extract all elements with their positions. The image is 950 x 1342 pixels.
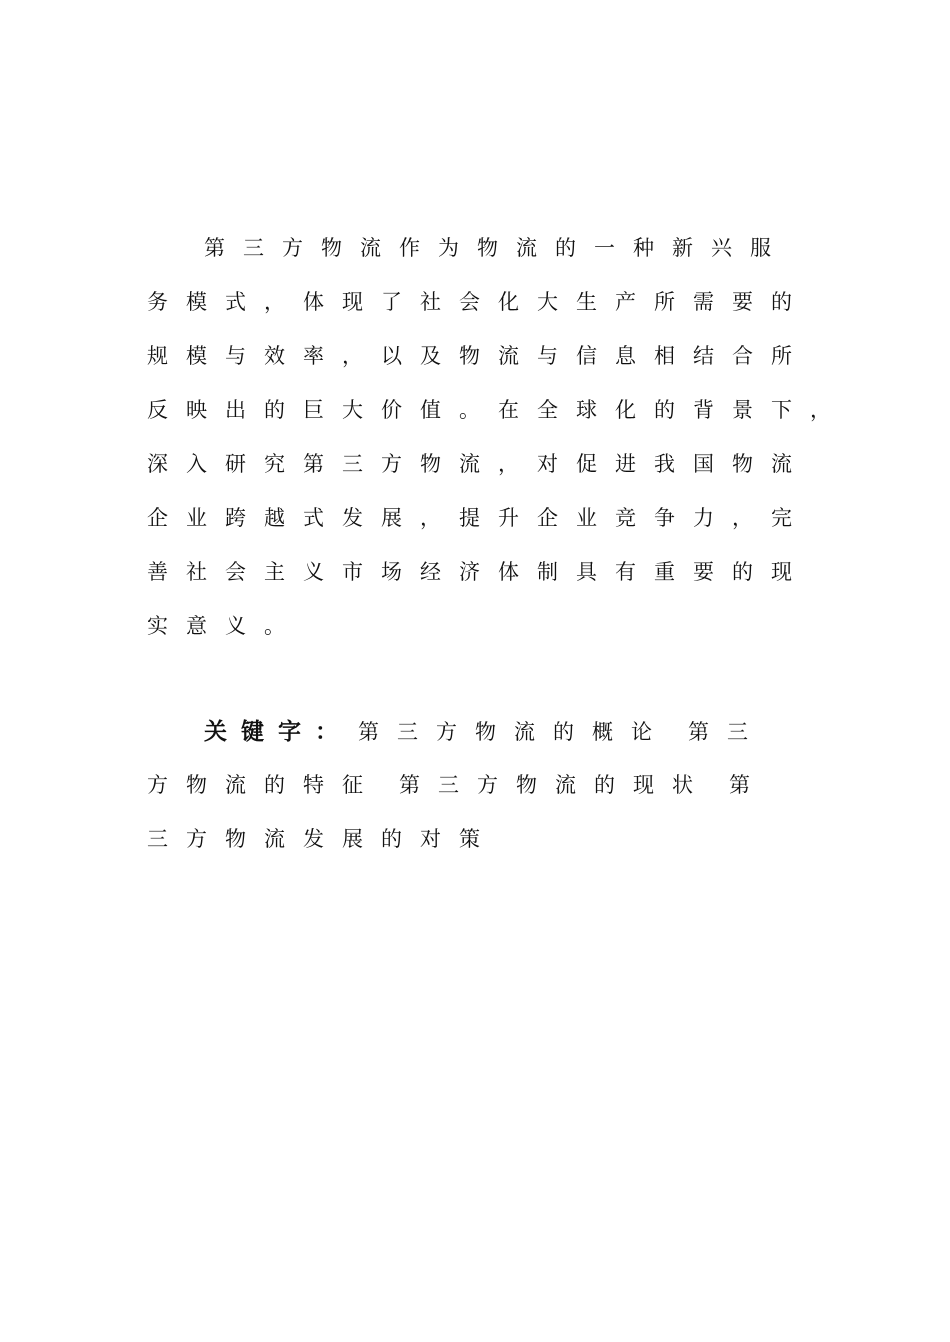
keywords-line-1 (204, 720, 766, 744)
keyword-item: 第 (729, 773, 768, 797)
abstract-line-3: 规模与效率，以及物流与信息相结合所 (147, 344, 810, 368)
abstract-line-5: 深入研究第三方物流，对促进我国物流 (147, 452, 810, 476)
abstract-line-1: 第三方物流作为物流的一种新兴服 (204, 236, 789, 260)
abstract-line-6: 企业跨越式发展，提升企业竞争力，完 (147, 506, 810, 530)
keyword-item: 第三方物流的现状 (399, 773, 711, 797)
keywords-label: 关键字： (204, 719, 352, 745)
keyword-item: 第三方物流的概论 (358, 720, 670, 744)
abstract-line-8: 实意义。 (147, 614, 303, 638)
keywords-line-3: 三方物流发展的对策 (147, 827, 498, 851)
abstract-line-4: 反映出的巨大价值。在全球化的背景下， (147, 398, 849, 422)
keyword-item: 第三 (688, 720, 766, 744)
abstract-line-2: 务模式，体现了社会化大生产所需要的 (147, 290, 810, 314)
abstract-line-7: 善社会主义市场经济体制具有重要的现 (147, 560, 810, 584)
keyword-item: 方物流的特征 (147, 773, 381, 797)
keywords-line-2 (147, 773, 768, 797)
